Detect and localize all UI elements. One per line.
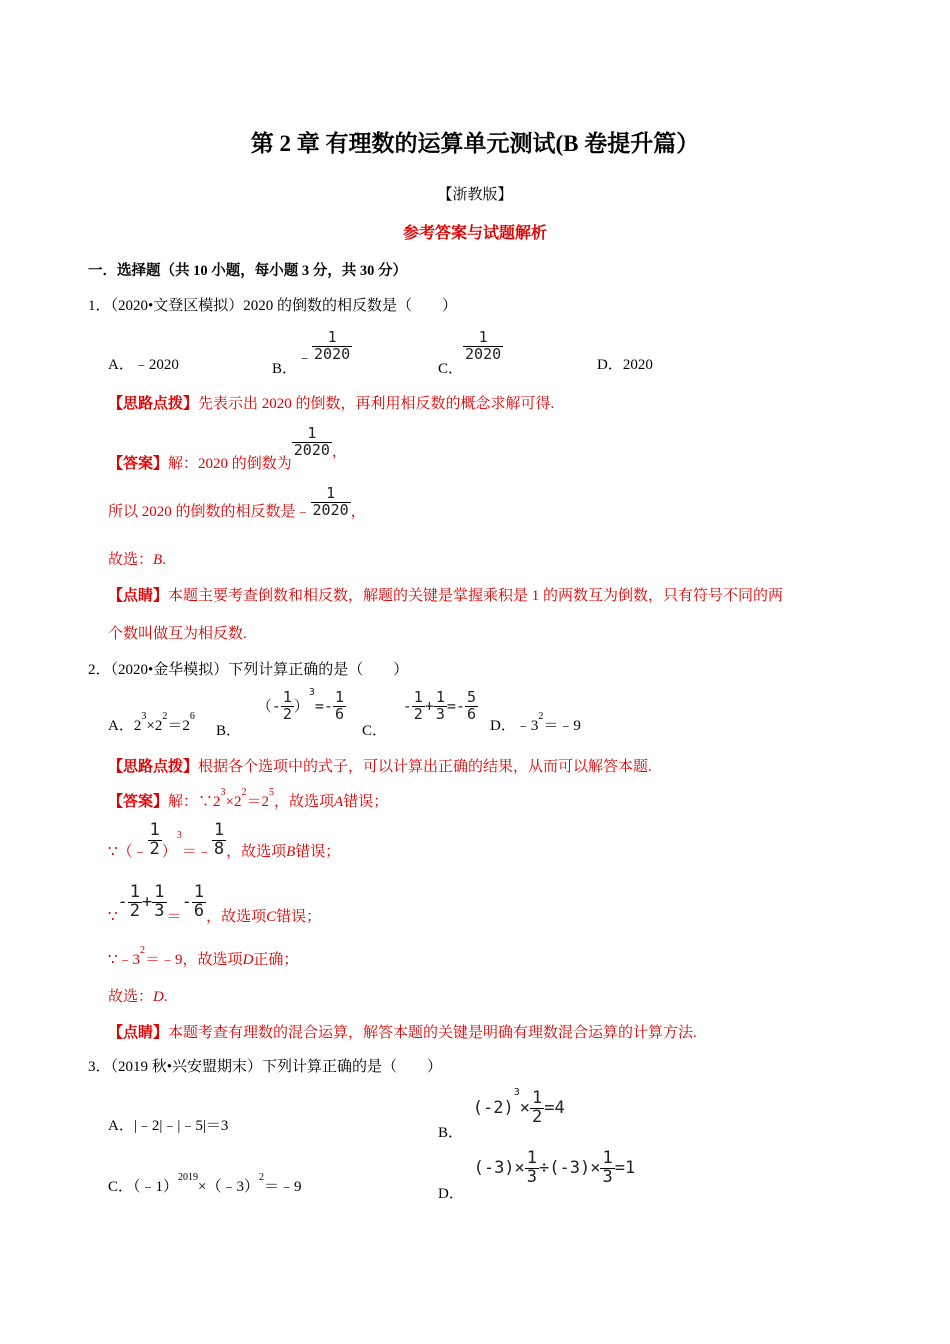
fraction-denominator: 6 (334, 704, 344, 723)
q2-comment (108, 1021, 697, 1042)
comment-tag: 【点睛】 (108, 588, 169, 604)
option-letter: C (266, 909, 277, 926)
fraction (148, 822, 162, 859)
q1-comment-line2: 个数叫做互为相反数. (108, 626, 247, 642)
times-sign: × (519, 1098, 530, 1119)
comment-text: 本题考查有理数的混合运算，解答本题的关键是明确有理数混合运算的计算方法. (168, 1025, 697, 1041)
math-term: (-2) (472, 1098, 514, 1119)
hint-text: 先表示出 2020 的倒数，再利用相反数的概念求解可得. (198, 396, 555, 412)
q2-answer-b (108, 822, 340, 859)
page-title: 第 2 章 有理数的运算单元测试(B 卷提升篇） (250, 131, 700, 156)
q2-stem: 2．（2020•金华模拟）下列计算正确的是（ ） (88, 662, 409, 678)
answer-text: 解：∵2 (168, 794, 221, 810)
fraction-denominator: 2020 (293, 440, 330, 459)
q3-option-b-expr (472, 1087, 565, 1127)
q3-stem: 3．（2019 秋•兴安盟期末）下列计算正确的是（ ） (88, 1059, 443, 1075)
minus-sign: - (117, 892, 128, 913)
q1-option-a: A．﹣2020 (108, 357, 179, 373)
answer-tag: 【答案】 (108, 455, 169, 472)
exponent: 6 (189, 711, 195, 722)
fraction-denominator: 2020 (312, 500, 349, 519)
fraction-numerator: 5 (466, 688, 476, 706)
q2-answer-c-result (181, 882, 207, 921)
minus-sign: - (455, 696, 465, 715)
fraction-denominator: 6 (193, 900, 205, 921)
fraction-numerator: 1 (435, 688, 445, 706)
exponent: 3 (176, 830, 182, 841)
fraction-denominator: 8 (213, 838, 225, 859)
fraction-numerator: 1 (154, 882, 165, 902)
option-label: A． (108, 718, 134, 734)
fraction-numerator: 1 (327, 328, 337, 346)
q1-option-c-label: C． (438, 360, 464, 377)
q1-option-b (272, 328, 352, 377)
fraction (465, 690, 478, 723)
math-term: ÷(-3)× (539, 1158, 601, 1179)
answer-text: ∵（﹣ (108, 843, 148, 860)
answer-text: 解：2020 的倒数为 (168, 455, 292, 472)
exponent: 3 (308, 687, 315, 698)
hint-tag: 【思路点拨】 (108, 396, 199, 412)
fraction (212, 822, 226, 859)
paren: ） (293, 696, 309, 715)
exponent: 3 (220, 787, 226, 798)
math-term: ＝﹣9 (543, 718, 581, 734)
q1-choice (108, 548, 166, 569)
fraction-numerator: 1 (602, 1148, 613, 1168)
option-letter: D (242, 952, 254, 968)
q2-option-c (362, 688, 478, 739)
comment-tag: 【点睛】 (108, 1025, 169, 1041)
option-label: B． (438, 1125, 464, 1142)
fraction (530, 1090, 544, 1127)
q3-option-c (108, 1172, 302, 1196)
choice-letter: B (153, 552, 163, 568)
answer-text: 错误； (343, 794, 389, 810)
math-term: =4 (544, 1098, 565, 1119)
fraction-denominator: 2 (532, 1106, 543, 1127)
fraction-denominator: 3 (154, 900, 165, 921)
exponent: 2 (162, 711, 168, 722)
answer-text-2: 所以 2020 的倒数的相反数是﹣ (108, 503, 311, 520)
fraction-numerator: 1 (526, 1148, 538, 1168)
answer-tag: 【答案】 (108, 794, 169, 810)
minus-sign: - (181, 892, 192, 913)
q1-option-b-sign: ﹣ (297, 349, 313, 366)
q2-choice (108, 985, 168, 1006)
q3-option-b (438, 1087, 565, 1142)
exponent: 2019 (178, 1172, 199, 1183)
q2-option-c-expr (402, 688, 478, 723)
times-sign: × (146, 718, 155, 734)
fraction (281, 690, 294, 723)
option-letter: A (334, 794, 344, 810)
fraction-denominator: 2020 (465, 344, 502, 363)
answers-heading: 参考答案与试题解析 (402, 225, 547, 242)
fraction-denominator: 3 (435, 704, 445, 723)
fraction-numerator: 1 (282, 688, 292, 706)
choice-label: 故选： (108, 552, 154, 568)
math-term: ×（﹣3） (198, 1179, 259, 1195)
fraction-numerator: 1 (532, 1088, 543, 1108)
answer-text: ∵﹣3 (108, 952, 141, 968)
answer-text: ∵ (108, 909, 118, 926)
fraction-denominator: 3 (602, 1166, 613, 1187)
q2-option-d (490, 711, 581, 735)
minus-sign: - (271, 696, 281, 715)
q2-answer-d (108, 945, 299, 969)
math-term: ﹣3 (515, 718, 539, 734)
hint-text: 根据各个选项中的式子，可以计算出正确的结果，从而可以解答本题. (198, 759, 652, 775)
math-term: （﹣1） (133, 1179, 179, 1195)
paren: （ (256, 696, 272, 715)
q3-option-d (438, 1148, 636, 1203)
choice-label: 故选： (108, 989, 154, 1005)
fraction-denominator: 2020 (314, 344, 351, 363)
answer-text: ，故选项 (274, 794, 335, 810)
q1-answer-fraction (292, 426, 332, 459)
fraction-denominator: 3 (526, 1166, 538, 1187)
fraction-numerator: 1 (149, 820, 160, 840)
fraction-numerator: 1 (334, 688, 344, 706)
q1-option-c-fraction (463, 330, 503, 363)
math-term: =1 (614, 1158, 636, 1179)
exponent: 2 (259, 1172, 264, 1183)
math-term: (-3)× (473, 1158, 525, 1179)
fraction-denominator: 2 (129, 900, 141, 921)
q2-option-b-expr (256, 687, 346, 723)
option-label: D． (490, 718, 516, 734)
option-label: D． (438, 1186, 464, 1203)
fraction-denominator: 2 (282, 704, 292, 723)
fraction (128, 884, 142, 921)
fraction-numerator: 1 (193, 882, 205, 902)
q1-stem: 1．（2020•文登区模拟）2020 的倒数的相反数是（ ） (88, 298, 458, 314)
exponent: 2 (538, 711, 544, 722)
q1-option-c (438, 328, 503, 377)
answer-punct: ， (331, 443, 347, 460)
fraction-numerator: 1 (326, 484, 336, 502)
answer-text: ，故选项 (226, 843, 287, 860)
fraction-denominator: 2 (149, 838, 160, 859)
q1-option-b-label: B． (272, 360, 298, 377)
comment-text: 本题主要考查倒数和相反数，解题的关键是掌握乘积是 1 的两数互为倒数，只有符号不同的两 (168, 588, 784, 604)
q1-answer-line2 (108, 486, 366, 519)
answer-text: ） (161, 843, 177, 860)
q1-answer-fraction-2 (311, 486, 351, 519)
plus-sign: + (424, 696, 434, 715)
answer-text: 错误； (276, 909, 322, 926)
fraction (412, 690, 425, 723)
equals-sign: = (446, 696, 456, 715)
choice-end: . (163, 989, 168, 1005)
q2-answer-c (108, 882, 322, 926)
minus-sign: - (402, 696, 412, 715)
choice-letter: D (153, 989, 164, 1005)
answer-text: 错误； (295, 843, 341, 860)
answer-text: ＝﹣ (181, 843, 212, 860)
q2-answer-a: 【答案】解：$\because 2^3\times 2^2=2^5$，故选项A错误； (108, 787, 389, 810)
answer-punct: ， (350, 503, 366, 520)
option-label: C． (108, 1179, 134, 1195)
q2-option-a: A．$2^3\times 2^2=2^6$ (108, 711, 195, 734)
math-term: 2 (182, 718, 190, 734)
math-term: 2 (261, 794, 270, 810)
option-label: B． (216, 722, 242, 739)
option-letter: B (286, 843, 296, 860)
math-term: ＝﹣9 (264, 1179, 302, 1195)
exponent: 2 (140, 945, 146, 956)
choice-end: . (162, 552, 166, 568)
exponent: 3 (141, 711, 147, 722)
minus-sign: - (323, 696, 333, 715)
answer-text: ，故选项 (206, 909, 267, 926)
q1-comment-line1 (108, 584, 783, 605)
q1-answer-line1 (108, 424, 347, 472)
answer-text: ＝﹣9，故选项 (145, 952, 243, 968)
fraction-denominator: 6 (466, 704, 476, 723)
q1-hint (108, 392, 554, 413)
answer-text: 正确； (253, 952, 299, 968)
fraction (600, 1150, 614, 1187)
q2-option-b (216, 687, 346, 739)
plus-sign: + (142, 892, 153, 913)
exponent: 2 (241, 787, 247, 798)
fraction-numerator: 1 (129, 882, 141, 902)
fraction-numerator: 1 (213, 820, 225, 840)
fraction (152, 884, 166, 921)
math-term: 2 (234, 794, 242, 810)
equals-sign: = (314, 696, 324, 715)
option-label: C． (362, 722, 388, 739)
section-heading: 一．选择题（共 10 小题，每小题 3 分，共 30 分） (88, 263, 407, 279)
fraction-numerator: 1 (307, 424, 317, 442)
fraction (192, 884, 206, 921)
fraction (333, 690, 346, 723)
math-term: 2 (133, 718, 142, 734)
times-sign: × (225, 794, 234, 810)
q2-answer-c-expr (117, 882, 167, 921)
exponent: 5 (269, 787, 275, 798)
fraction (525, 1150, 539, 1187)
q1-option-b-fraction (312, 330, 352, 363)
edition-label: 【浙教版】 (437, 187, 513, 203)
exponent: 3 (513, 1087, 520, 1098)
math-term: 2 (154, 718, 163, 734)
q3-option-a: A．|﹣2|﹣|﹣5|＝3 (108, 1118, 229, 1134)
q2-hint (108, 755, 652, 776)
q3-option-d-expr (473, 1148, 636, 1187)
hint-tag: 【思路点拨】 (108, 759, 199, 775)
answer-text: ＝ (166, 909, 182, 926)
fraction-denominator: 2 (413, 704, 423, 723)
fraction (434, 690, 447, 723)
fraction-numerator: 1 (413, 688, 423, 706)
fraction-numerator: 1 (478, 328, 488, 346)
q1-option-d: D．2020 (597, 357, 653, 373)
